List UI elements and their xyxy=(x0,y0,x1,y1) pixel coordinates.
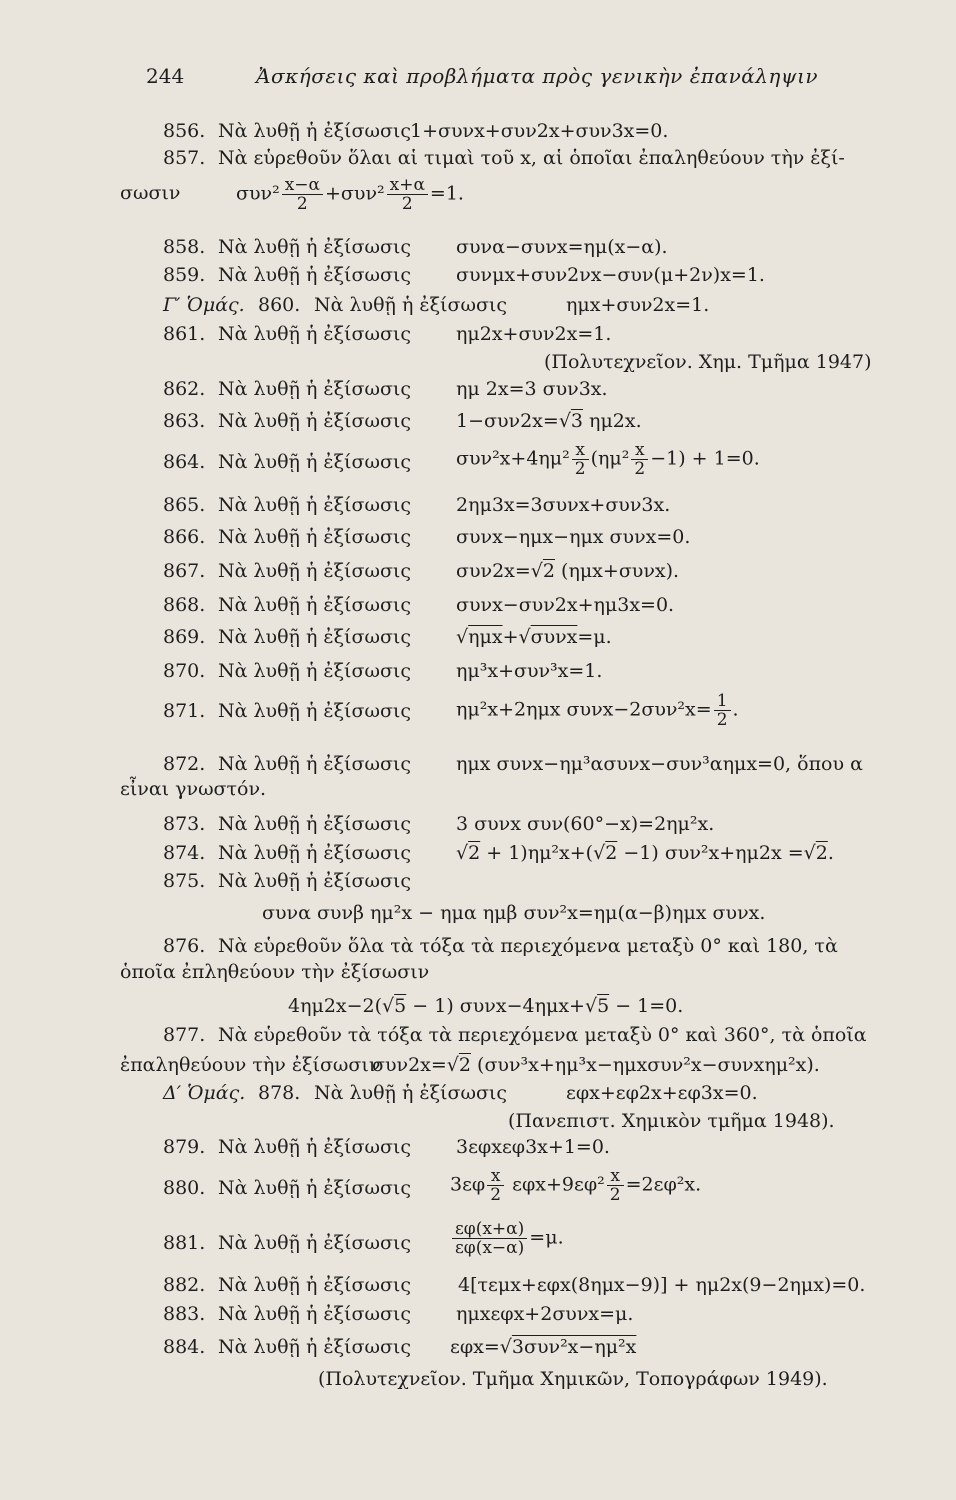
group-heading-c: Γ′ Ὁμάς. xyxy=(163,294,245,316)
group-heading-d: Δ′ Ὁμάς. xyxy=(163,1082,246,1104)
running-title: Ἀσκήσεις καὶ προβλήματα πρὸς γενικὴν ἐπανάληψιν xyxy=(256,64,819,88)
page-number: 244 xyxy=(146,64,185,88)
document-page: 244 Ἀσκήσεις καὶ προβλήματα πρὸς γενικὴν ἐπανάληψιν 856. Νὰ λυθῇ ἡ ἐξίσωσις 1+συνx+συν2x+συν3x=0. 857. Νὰ εὑρεθοῦν ὅλαι αἱ τιμαὶ τοῦ x, αἱ ὁποῖαι ἐπαληθεύουν τὴν ἐξί- σωσιν συν² $\frac{x-\alpha}{2}$ +συν² $\frac{x+\alpha}{2}$ =1. 858. Νὰ λυθῇ ἡ ἐξίσωσις συνα−συνx=ημ(x−α). 859. Νὰ λυθῇ ἡ ἐξίσωσις συνμx+συν2νx−συν(μ+2ν)x=1. Γ′ Ὁμάς. 860. Νὰ λυθῇ ἡ ἐξίσωσις ημx+συν2x=1. 861. Νὰ λυθῇ ἡ ἐξίσωσις ημ2x+συν2x=1. (Πολυτεχνεῖον. Χημ. Τμῆμα 1947) 862. Νὰ λυθῇ ἡ ἐξίσωσις ημ 2x=3 συν3x. 863. Νὰ λυθῇ ἡ ἐξίσωσις 1−συν2x=√3 ημ2x. 864. Νὰ λυθῇ ἡ ἐξίσωσις συν²x+4ημ² $\frac{x}{2}$ (ημ² $\frac{x}{2}$ −1) + 1=0. 865. Νὰ λυθῇ ἡ ἐξίσωσις 2ημ3x=3συνx+συν3x. 866. Νὰ λυθῇ ἡ ἐξίσωσις συνx−ημx−ημx συνx=0. 867. Νὰ λυθῇ ἡ ἐξίσωσις συν2x=√2 (ημx+συνx). 868. Νὰ λυθῇ ἡ ἐξίσωσις συνx−συν2x+ημ3x=0. 869. Νὰ λυθῇ ἡ ἐξίσωσις √ημx+√συνx=μ. 870. Νὰ λυθῇ ἡ ἐξίσωσις ημ³x+συν³x=1. 871. Νὰ λυθῇ ἡ ἐξίσωσις ημ²x+2ημx συνx−2συν²x= $\frac{1}{2}$ . 872. Νὰ λυθῇ ἡ ἐξίσωσις ημx συνx−ημ³ασυνx−συν³αημx=0, ὅπου α εἶναι γνωστόν. 873. Νὰ λυθῇ ἡ ἐξίσωσις 3 συνx συν(60°−x)=2ημ²x. 874. Νὰ λυθῇ ἡ ἐξίσωσις √2 + 1)ημ²x+(√2 −1) συν²x+ημ2x =√2. 875. Νὰ λυθῇ ἡ ἐξίσωσις συνα συνβ ημ²x − ημα ημβ συν²x=ημ(α−β)ημx συνx. 876. Νὰ εὑρεθοῦν ὅλα τὰ τόξα τὰ περιεχόμενα μεταξὺ 0° καὶ 180, τὰ ὁποῖα ἐπληθεύουν τὴν ἐξίσωσιν 4ημ2x−2(√5 − 1) συνx−4ημx+√5 − 1=0. 877. Νὰ εὑρεθοῦν τὰ τόξα τὰ περιεχόμενα μεταξὺ 0° καὶ 360°, τὰ ὁποῖα ἐπαληθεύουν τὴν ἐξίσωσιν συν2x=√2 (συν³x+ημ³x−ημxσυν²x−συνxημ²x). Δ′ Ὁμάς. 878. Νὰ λυθῇ ἡ ἐξίσωσις εφx+εφ2x+εφ3x=0. (Πανεπιστ. Χημικὸν τμῆμα 1948). 879. Νὰ λυθῇ ἡ ἐξίσωσις 3εφxεφ3x+1=0. 880. Νὰ λυθῇ ἡ ἐξίσωσις 3εφ $\frac{x}{2}$ εφx+9εφ² $\frac{x}{2}$ =2εφ²x. 881. Νὰ λυθῇ ἡ ἐξίσωσις $\frac{\varepsilon\varphi(x+\alpha)}{\varepsilon\varphi(x-\alpha)}$ =μ. 882. Νὰ λυθῇ ἡ ἐξίσωσις 4[τεμx+εφx(8ημx−9)] + ημ2x(9−2ημx)=0. 883. Νὰ λυθῇ ἡ ἐξίσωσις ημxεφx+2συνx=μ. 884. Νὰ λυθῇ ἡ ἐξίσωσις εφx=√3συν²x−ημ²x (Πολυτεχνεῖον. Τμῆμα Χημικῶν, Τοπογράφων 1949). xyxy=(0,0,956,1500)
page-header xyxy=(0,64,956,98)
